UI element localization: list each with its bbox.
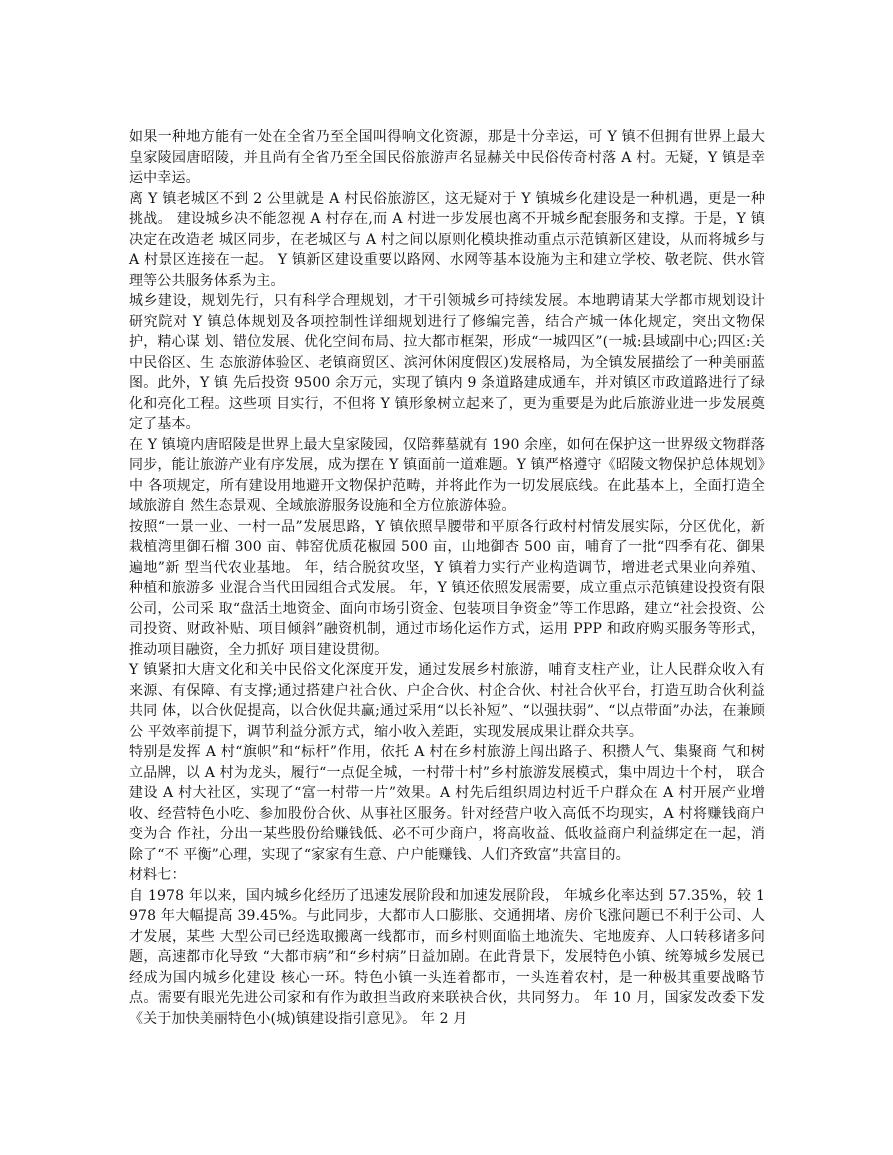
paragraph-intro: 如果一种地方能有一处在全省乃至全国叫得响文化资源，那是十分幸运，可 Y 镇不但拥有世界上最大 皇家陵园唐昭陵，并且尚有全省乃至全国民俗旅游声名显赫关中民俗传奇村落 A 村。无疑，Y 镇是幸运中幸运。 [129, 129, 765, 186]
paragraph-new-district: 离 Y 镇老城区不到 2 公里就是 A 村民俗旅游区，这无疑对于 Y 镇城乡化建设是一种机遇，更是一种挑战。 建设城乡决不能忽视 A 村存在,而 A 村进一步发展也离不开城乡配套服务和支撑。于是，Y 镇决定在改造老 城区同步，在老城区与 A 村之间以原则化模块推动重点示范镇新区建设，从而将城乡与 A 村景区连接在一起。 Y 镇新区建设重要以路网、水网等基本设施为主和建立学校、敬老院、供水管理等公共服务体系为主。 [129, 190, 765, 289]
document-body [129, 127, 765, 1029]
section-heading-material-7: 材料七： [129, 867, 186, 883]
paragraph-village-a: 特别是发挥 A 村“旗帜”和“标杆”作用，依托 A 村在乡村旅游上闯出路子、积攒人气、集聚商 气和树立品牌，以 A 村为龙头，履行“一点促全城，一村带十村”乡村旅游发展模式，集中周边十个村， 联合建设 A 村大社区，实现了“富一村带一片”效果。A 村先后组织周边村近千户群众在 A 村开展产业增收、经营特色小吃、参加股份合伙、从事社区服务。针对经营户收入高低不均现实，A 村将赚钱商户变为合 作社，分出一某些股份给赚钱低、必不可少商户，将高收益、低收益商户利益绑定在一起，消除了“不 平衡”心理，实现了“家家有生意、户户能赚钱、人们齐致富”共富目的。 [129, 744, 765, 863]
paragraph-heritage-protection: 在 Y 镇境内唐昭陵是世界上最大皇家陵园，仅陪葬墓就有 190 余座，如何在保护这一世界级文物群落 同步，能让旅游产业有序发展，成为摆在 Y 镇面前一道难题。Y 镇严格遵守《昭陵文物保护总体规划》中 各项规定，所有建设用地避开文物保护范畴，并将此作为一切发展底线。在此基本上，全面打造全域旅游自 然生态景观、全域旅游服务设施和全方位旅游体验。 [129, 436, 765, 514]
paragraph-planning: 城乡建设，规划先行，只有科学合理规划，才干引领城乡可持续发展。本地聘请某大学都市规划设计 研究院对 Y 镇总体规划及各项控制性详细规划进行了修编完善，结合产城一体化规定，突出文物保护，精心谋 划、错位发展、优化空间布局、拉大都市框架，形成“一城四区”(一城:县域副中心;四区:关中民俗区、生 态旅游体验区、老镇商贸区、滨河休闲度假区)发展格局，为全镇发展描绘了一种美丽蓝图。此外，Y 镇 先后投资 9500 余万元，实现了镇内 9 条道路建成通车，并对镇区市政道路进行了绿化和亮化工程。这些项 目实行，不但将 Y 镇形象树立起来了，更为重要是为此后旅游业进一步发展奠定了基本。 [129, 293, 765, 432]
paragraph-industry: 按照“一景一业、一村一品”发展思路，Y 镇依照旱腰带和平原各行政村村情发展实际，分区优化，新 栽植湾里御石榴 300 亩、韩窑优质花椒园 500 亩，山地御杏 500 亩，哺育了一批“四季有花、御果遍地”新 型当代农业基地。 年，结合脱贫攻坚，Y 镇着力实行产业构造调节，增进老式果业向养殖、种植和旅游多 业混合当代田园组合式发展。 年，Y 镇还依照发展需要，成立重点示范镇建设投资有限公司，公司采 取“盘活土地资金、面向市场引资金、包装项目争资金”等工作思路，建立“社会投资、公司投资、财政补贴、项目倾斜”融资机制，通过市场化运作方式，运用 PPP 和政府购买服务等形式，推动项目融资，全力抓好 项目建设贯彻。 [129, 518, 765, 658]
paragraph-cooperation: Y 镇紧扣大唐文化和关中民俗文化深度开发，通过发展乡村旅游，哺育支柱产业，让人民群众收入有 来源、有保障、有支撑;通过搭建户社合伙、户企合伙、村企合伙、村社合伙平台，打造互助合伙利益共同 体，以合伙促提高，以合伙促共赢;通过采用“以长补短”、“以强扶弱”、“以点带面”办法，在兼顾公 平效率前提下，调节利益分派方式，缩小收入差距，实现发展成果让群众共享。 [129, 662, 765, 740]
paragraph-urbanization: 自 1978 年以来，国内城乡化经历了迅速发展阶段和加速发展阶段， 年城乡化率达到 57.35%，较 1978 年大幅提高 39.45%。与此同步，大都市人口膨胀、交通拥堵、房价飞涨问题已不利于公司、人才发展，某些 大型公司已经选取搬离一线都市，而乡村则面临土地流失、宅地废弃、人口转移诸多问题，高速都市化导致 “大都市病”和“乡村病”日益加剧。在此背景下，发展特色小镇、统筹城乡发展已经成为国内城乡化建设 核心一环。特色小镇一头连着都市，一头连着农村，是一种极其重要战略节点。需要有眼光先进公司家和有作为敢担当政府来联袂合伙，共同努力。 年 10 月，国家发改委下发《关于加快美丽特色小(城)镇建设指引意见》。 年 2 月 [129, 887, 765, 1027]
